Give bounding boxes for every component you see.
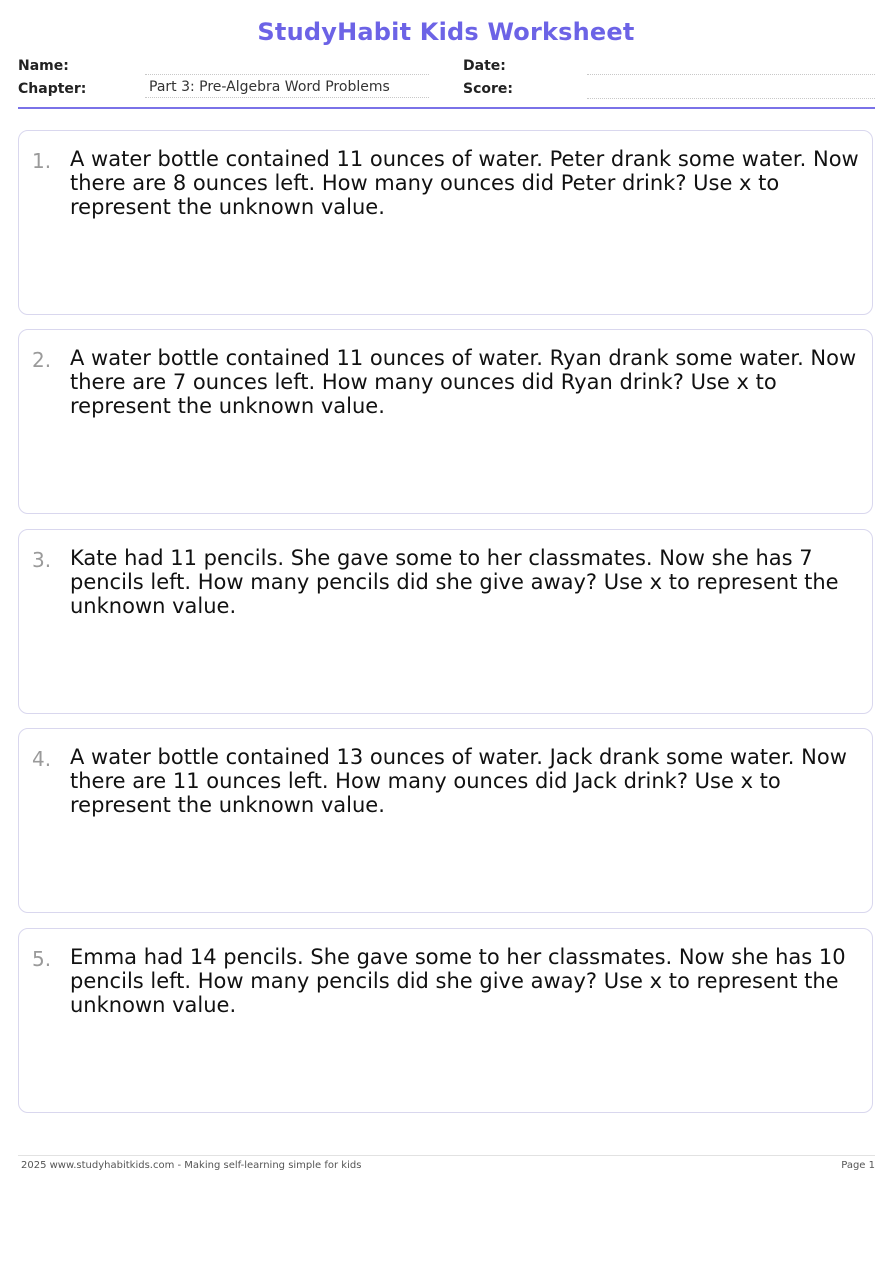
question-text: A water bottle contained 11 ounces of water. Ryan drank some water. Now there are 7 ounces left. How many ounces did Ryan drink? Use x to represent the unknown value. (70, 346, 857, 418)
worksheet-title: StudyHabit Kids Worksheet (257, 18, 635, 46)
question-text: A water bottle contained 11 ounces of water. Peter drank some water. Now there are 8 ounces left. How many ounces did Peter drink? Use x to represent the unknown value. (70, 147, 859, 219)
page-number: Page 1 (841, 1160, 875, 1171)
question-card (18, 130, 873, 315)
footer-divider (18, 1155, 875, 1156)
header-divider (18, 107, 875, 109)
chapter-label: Chapter: (18, 81, 87, 97)
question-text: Kate had 11 pencils. She gave some to her classmates. Now she has 7 pencils left. How many pencils did she give away? Use x to represent the unknown value. (70, 546, 839, 618)
footer-text: 2025 www.studyhabitkids.com - Making self-learning simple for kids (21, 1160, 362, 1171)
date-label: Date: (463, 58, 506, 74)
date-field[interactable] (587, 54, 875, 75)
score-field[interactable] (587, 78, 875, 99)
question-text: A water bottle contained 13 ounces of water. Jack drank some water. Now there are 11 ounces left. How many ounces did Jack drink? Use x to represent the unknown value. (70, 745, 847, 817)
score-label: Score: (463, 81, 513, 97)
name-field[interactable] (145, 54, 429, 75)
question-number: 4. (32, 747, 52, 771)
question-number: 3. (32, 548, 52, 572)
question-text: Emma had 14 pencils. She gave some to her classmates. Now she has 10 pencils left. How many pencils did she give away? Use x to represent the unknown value. (70, 945, 846, 1017)
question-card (18, 728, 873, 913)
question-number: 5. (32, 947, 52, 971)
question-card (18, 928, 873, 1113)
name-label: Name: (18, 58, 69, 74)
question-card (18, 329, 873, 514)
question-card (18, 529, 873, 714)
chapter-field: Part 3: Pre-Algebra Word Problems (145, 78, 429, 98)
question-number: 2. (32, 348, 52, 372)
question-number: 1. (32, 149, 52, 173)
